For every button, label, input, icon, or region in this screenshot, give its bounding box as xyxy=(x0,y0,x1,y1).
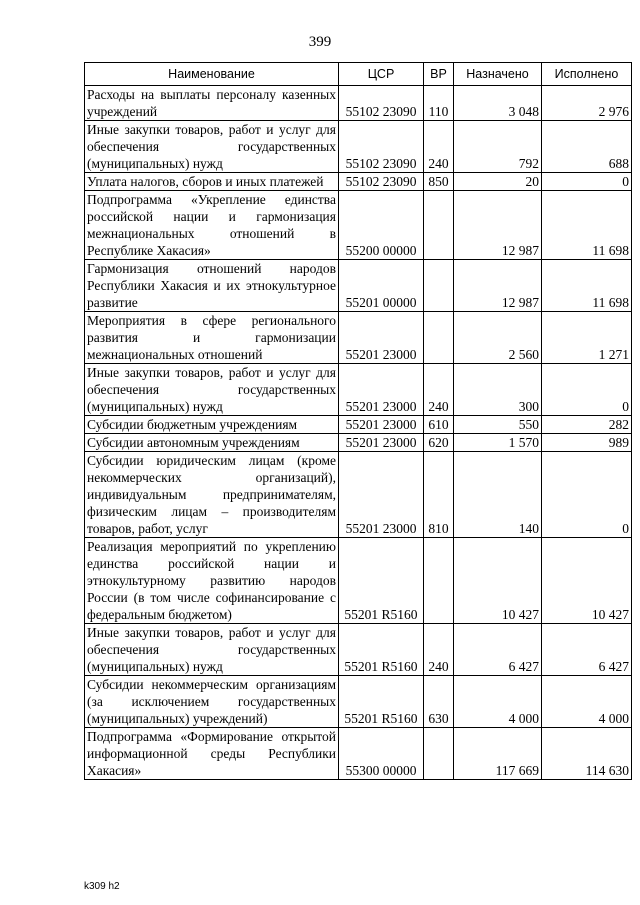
row-executed: 6 427 xyxy=(542,624,632,676)
table-row xyxy=(85,452,632,538)
header-name: Наименование xyxy=(85,63,339,86)
row-executed: 4 000 xyxy=(542,676,632,728)
row-assigned: 4 000 xyxy=(454,676,542,728)
row-vr: 850 xyxy=(424,173,454,191)
row-vr: 610 xyxy=(424,416,454,434)
header-assigned: Назначено xyxy=(454,63,542,86)
row-name: Уплата налогов, сборов и иных платежей xyxy=(85,173,339,191)
row-name: Субсидии бюджетным учреждениям xyxy=(85,416,339,434)
table-row xyxy=(85,191,632,260)
row-executed: 0 xyxy=(542,173,632,191)
row-assigned: 117 669 xyxy=(454,728,542,780)
table-row xyxy=(85,624,632,676)
row-code: 55300 00000 xyxy=(339,728,424,780)
row-name: Иные закупки товаров, работ и услуг для обеспечения государственных (муниципальных) нужд xyxy=(85,121,339,173)
row-vr: 240 xyxy=(424,364,454,416)
table-row xyxy=(85,173,632,191)
row-executed: 1 271 xyxy=(542,312,632,364)
row-assigned: 12 987 xyxy=(454,260,542,312)
table-row xyxy=(85,416,632,434)
row-assigned: 2 560 xyxy=(454,312,542,364)
row-assigned: 12 987 xyxy=(454,191,542,260)
table-row xyxy=(85,364,632,416)
row-executed: 2 976 xyxy=(542,86,632,121)
row-code: 55201 00000 xyxy=(339,260,424,312)
row-code: 55102 23090 xyxy=(339,86,424,121)
row-vr xyxy=(424,728,454,780)
row-name: Иные закупки товаров, работ и услуг для обеспечения государственных (муниципальных) нужд xyxy=(85,624,339,676)
row-vr: 620 xyxy=(424,434,454,452)
row-executed: 11 698 xyxy=(542,260,632,312)
row-code: 55201 R5160 xyxy=(339,676,424,728)
row-code: 55201 23000 xyxy=(339,434,424,452)
table-row xyxy=(85,312,632,364)
row-code: 55201 23000 xyxy=(339,452,424,538)
row-code: 55201 R5160 xyxy=(339,624,424,676)
row-name: Иные закупки товаров, работ и услуг для обеспечения государственных (муниципальных) нужд xyxy=(85,364,339,416)
row-assigned: 300 xyxy=(454,364,542,416)
row-name: Гармонизация отношений народов Республики Хакасия и их этнокультурное развитие xyxy=(85,260,339,312)
row-assigned: 6 427 xyxy=(454,624,542,676)
row-vr xyxy=(424,538,454,624)
row-assigned: 1 570 xyxy=(454,434,542,452)
table-row xyxy=(85,260,632,312)
row-executed: 688 xyxy=(542,121,632,173)
row-name: Мероприятия в сфере регионального развития и гармонизации межнациональных отношений xyxy=(85,312,339,364)
row-vr: 240 xyxy=(424,624,454,676)
row-code: 55201 23000 xyxy=(339,416,424,434)
row-vr: 240 xyxy=(424,121,454,173)
table-row xyxy=(85,86,632,121)
table-header-row xyxy=(85,63,632,86)
row-name: Субсидии юридическим лицам (кроме некоммерческих организаций), индивидуальным предпринимателям, физическим лицам – производителям товаров, работ, услуг xyxy=(85,452,339,538)
row-executed: 282 xyxy=(542,416,632,434)
row-executed: 0 xyxy=(542,452,632,538)
row-assigned: 140 xyxy=(454,452,542,538)
row-name: Подпрограмма «Формирование открытой информационной среды Республики Хакасия» xyxy=(85,728,339,780)
row-executed: 114 630 xyxy=(542,728,632,780)
row-code: 55102 23090 xyxy=(339,121,424,173)
row-vr xyxy=(424,260,454,312)
row-name: Реализация мероприятий по укреплению единства российской нации и этнокультурному развитию народов России (в том числе софинансирование с федеральным бюджетом) xyxy=(85,538,339,624)
page-number: 399 xyxy=(308,34,332,50)
table-row xyxy=(85,728,632,780)
header-code: ЦСР xyxy=(339,63,424,86)
row-name: Субсидии автономным учреждениям xyxy=(85,434,339,452)
row-vr xyxy=(424,191,454,260)
row-assigned: 3 048 xyxy=(454,86,542,121)
table-row xyxy=(85,121,632,173)
row-name: Субсидии некоммерческим организациям (за исключением государственных (муниципальных) учреждений) xyxy=(85,676,339,728)
row-vr: 630 xyxy=(424,676,454,728)
row-code: 55201 23000 xyxy=(339,364,424,416)
row-name: Расходы на выплаты персоналу казенных учреждений xyxy=(85,86,339,121)
header-executed: Исполнено xyxy=(542,63,632,86)
table-row xyxy=(85,676,632,728)
footer-code: k309 h2 xyxy=(84,881,120,892)
row-assigned: 792 xyxy=(454,121,542,173)
row-code: 55201 23000 xyxy=(339,312,424,364)
row-vr: 810 xyxy=(424,452,454,538)
row-assigned: 10 427 xyxy=(454,538,542,624)
row-assigned: 550 xyxy=(454,416,542,434)
row-executed: 989 xyxy=(542,434,632,452)
header-vr: ВР xyxy=(424,63,454,86)
row-vr: 110 xyxy=(424,86,454,121)
budget-table xyxy=(84,62,632,780)
row-code: 55102 23090 xyxy=(339,173,424,191)
row-code: 55200 00000 xyxy=(339,191,424,260)
table-row xyxy=(85,538,632,624)
row-executed: 11 698 xyxy=(542,191,632,260)
row-vr xyxy=(424,312,454,364)
row-executed: 0 xyxy=(542,364,632,416)
table-row xyxy=(85,434,632,452)
row-executed: 10 427 xyxy=(542,538,632,624)
row-code: 55201 R5160 xyxy=(339,538,424,624)
row-name: Подпрограмма «Укрепление единства российской нации и гармонизация межнациональных отношений в Республике Хакасия» xyxy=(85,191,339,260)
row-assigned: 20 xyxy=(454,173,542,191)
